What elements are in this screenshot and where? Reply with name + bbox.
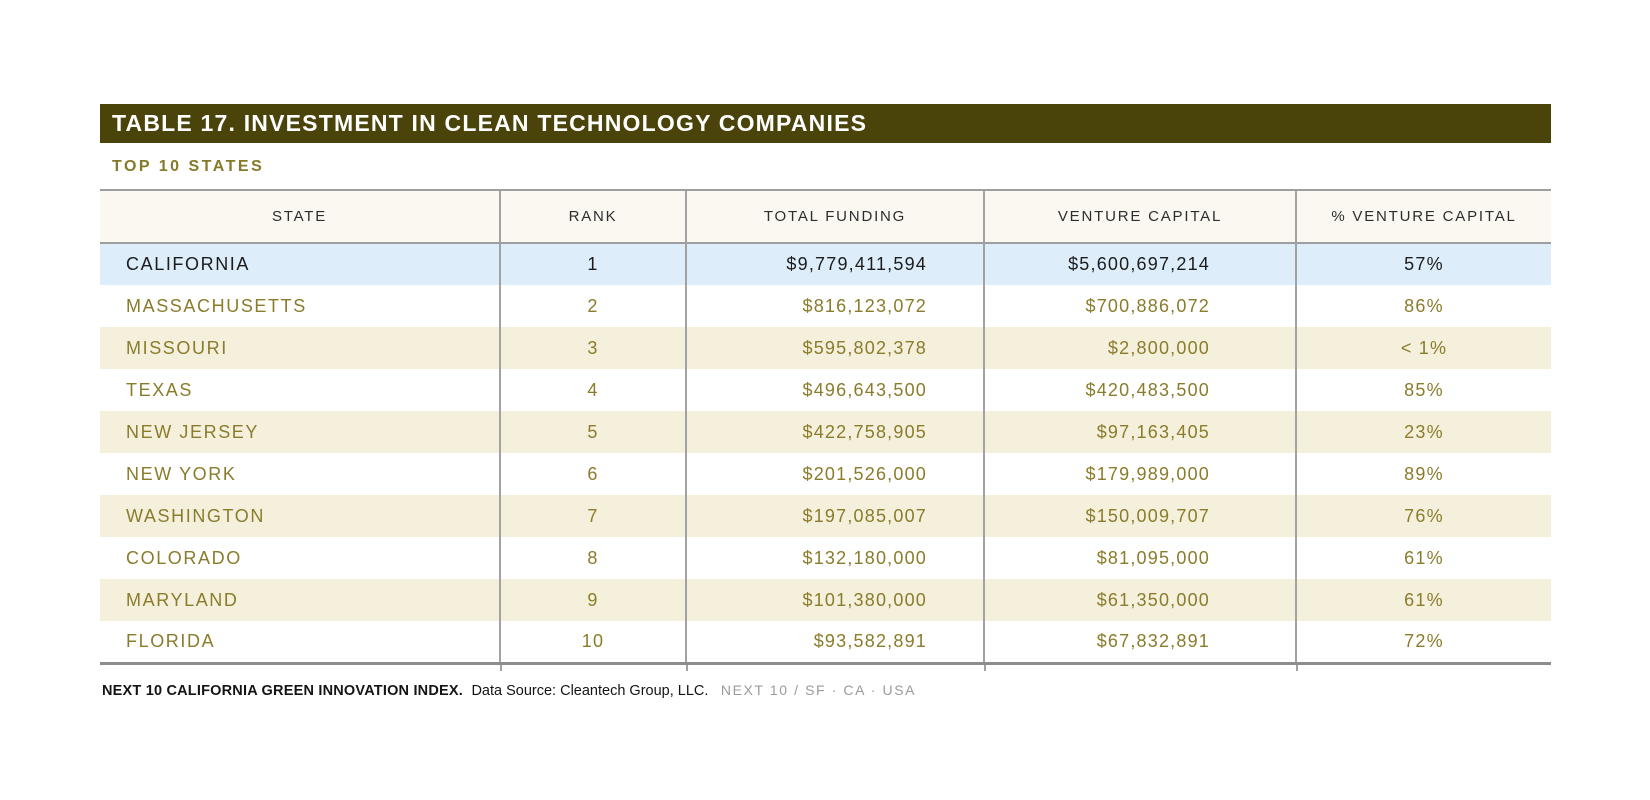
table-row (100, 285, 1551, 327)
cell-venture-capital: $5,600,697,214 (984, 243, 1296, 285)
cell-state: NEW JERSEY (100, 411, 500, 453)
cell-venture-capital: $61,350,000 (984, 579, 1296, 621)
footnote-data-source: Data Source: Cleantech Group, LLC. (471, 682, 709, 699)
cell-pct-venture-capital: 61% (1296, 579, 1551, 621)
cell-venture-capital: $420,483,500 (984, 369, 1296, 411)
cell-total-funding: $197,085,007 (686, 495, 984, 537)
cell-pct-venture-capital: 76% (1296, 495, 1551, 537)
cell-total-funding: $132,180,000 (686, 537, 984, 579)
table-row (100, 453, 1551, 495)
table-row (100, 537, 1551, 579)
table-header-row (100, 190, 1551, 243)
col-header-venture-capital: VENTURE CAPITAL (984, 190, 1296, 243)
cell-state: NEW YORK (100, 453, 500, 495)
cell-venture-capital: $81,095,000 (984, 537, 1296, 579)
cell-state: MISSOURI (100, 327, 500, 369)
table-row (100, 243, 1551, 285)
table-title-bar (100, 104, 1551, 143)
cell-rank: 4 (500, 369, 686, 411)
cell-pct-venture-capital: 89% (1296, 453, 1551, 495)
cell-venture-capital: $150,009,707 (984, 495, 1296, 537)
cell-rank: 5 (500, 411, 686, 453)
data-table (100, 189, 1551, 665)
cell-rank: 3 (500, 327, 686, 369)
cell-rank: 6 (500, 453, 686, 495)
column-divider-stub (984, 665, 986, 671)
cell-rank: 10 (500, 621, 686, 663)
col-header-rank: RANK (500, 190, 686, 243)
cell-venture-capital: $67,832,891 (984, 621, 1296, 663)
cell-state: WASHINGTON (100, 495, 500, 537)
col-header-total-funding: TOTAL FUNDING (686, 190, 984, 243)
cell-state: CALIFORNIA (100, 243, 500, 285)
cell-state: MARYLAND (100, 579, 500, 621)
cell-rank: 7 (500, 495, 686, 537)
cell-rank: 1 (500, 243, 686, 285)
cell-rank: 9 (500, 579, 686, 621)
cell-pct-venture-capital: 85% (1296, 369, 1551, 411)
cell-venture-capital: $2,800,000 (984, 327, 1296, 369)
cell-state: FLORIDA (100, 621, 500, 663)
cell-rank: 8 (500, 537, 686, 579)
cell-total-funding: $9,779,411,594 (686, 243, 984, 285)
column-divider-stub (686, 665, 688, 671)
column-divider-stub (500, 665, 502, 671)
footnote-brand: NEXT 10 / SF · CA · USA (720, 681, 917, 698)
cell-pct-venture-capital: 72% (1296, 621, 1551, 663)
cell-venture-capital: $179,989,000 (984, 453, 1296, 495)
cell-total-funding: $422,758,905 (686, 411, 984, 453)
cell-total-funding: $93,582,891 (686, 621, 984, 663)
table-row (100, 327, 1551, 369)
footnote-report-name: NEXT 10 CALIFORNIA GREEN INNOVATION INDEX. (102, 682, 463, 699)
report-figure (100, 104, 1551, 700)
data-table-wrap (100, 189, 1551, 665)
cell-total-funding: $816,123,072 (686, 285, 984, 327)
table-row (100, 579, 1551, 621)
cell-total-funding: $496,643,500 (686, 369, 984, 411)
table-title: TABLE 17. INVESTMENT IN CLEAN TECHNOLOGY COMPANIES (112, 110, 868, 136)
cell-state: TEXAS (100, 369, 500, 411)
cell-venture-capital: $97,163,405 (984, 411, 1296, 453)
cell-total-funding: $201,526,000 (686, 453, 984, 495)
table-row (100, 621, 1551, 663)
table-row (100, 411, 1551, 453)
cell-state: MASSACHUSETTS (100, 285, 500, 327)
col-header-pct-venture-capital: % VENTURE CAPITAL (1296, 190, 1551, 243)
table-row (100, 369, 1551, 411)
cell-pct-venture-capital: 23% (1296, 411, 1551, 453)
table-row (100, 495, 1551, 537)
cell-total-funding: $101,380,000 (686, 579, 984, 621)
cell-pct-venture-capital: < 1% (1296, 327, 1551, 369)
col-header-state: STATE (100, 190, 500, 243)
cell-venture-capital: $700,886,072 (984, 285, 1296, 327)
source-footnote (102, 682, 1551, 700)
cell-rank: 2 (500, 285, 686, 327)
cell-state: COLORADO (100, 537, 500, 579)
column-divider-stub (1296, 665, 1298, 671)
cell-pct-venture-capital: 57% (1296, 243, 1551, 285)
cell-total-funding: $595,802,378 (686, 327, 984, 369)
cell-pct-venture-capital: 86% (1296, 285, 1551, 327)
table-subtitle: TOP 10 STATES (112, 158, 265, 175)
cell-pct-venture-capital: 61% (1296, 537, 1551, 579)
